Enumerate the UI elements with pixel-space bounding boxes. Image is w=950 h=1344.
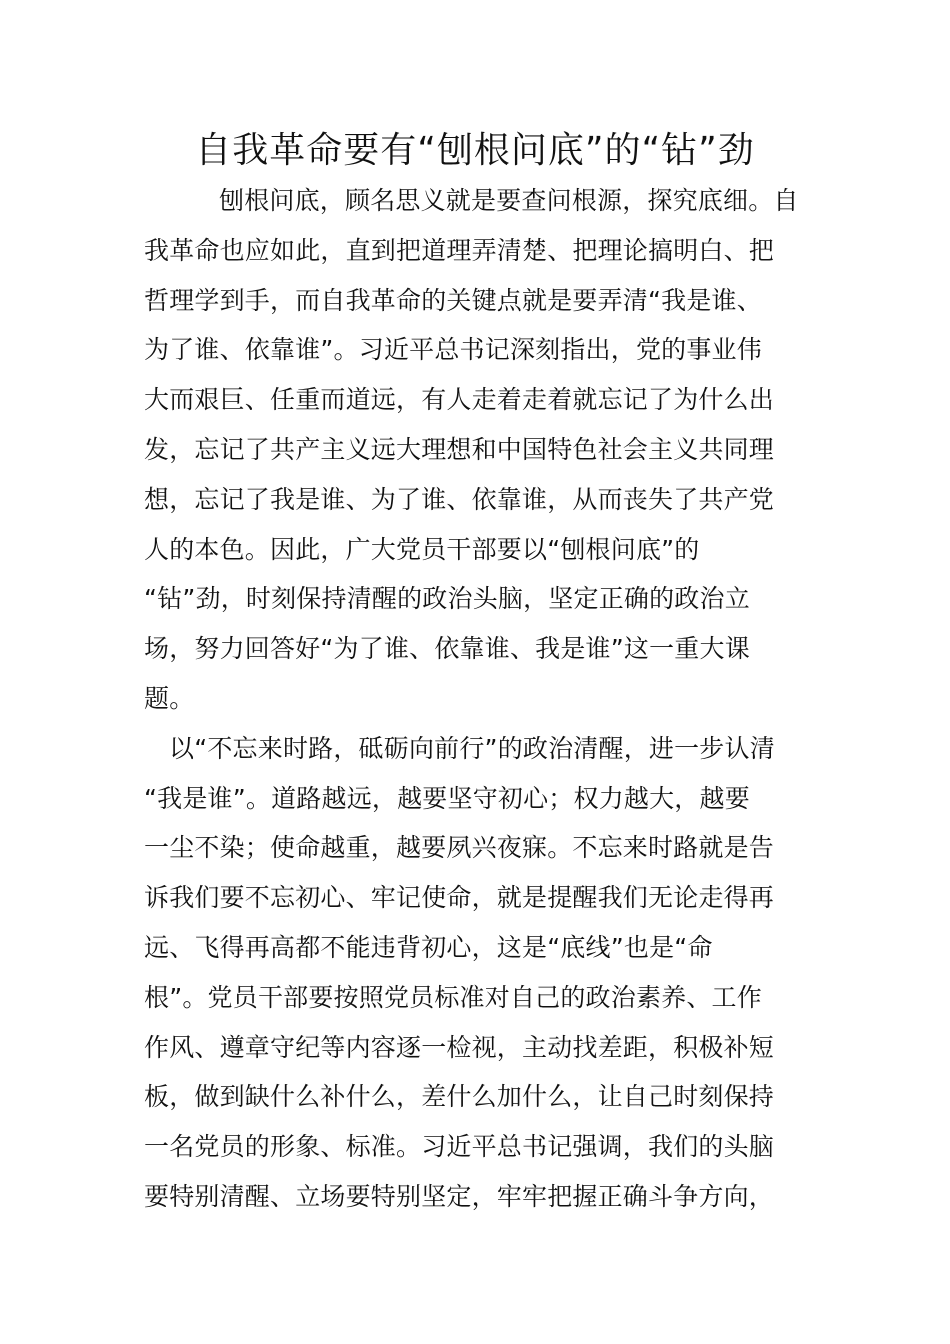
paragraph-1-line-11: 题。 [144,683,195,713]
paragraph-1-line-8: 人的本色。因此，广大党员干部要以“刨根问底”的 [144,534,700,564]
paragraph-1-line-7: 想，忘记了我是谁、为了谁、依靠谁，从而丧失了共产党 [144,484,775,514]
paragraph-2-line-1: 以“不忘来时路，砥砺向前行”的政治清醒，进一步认清 [169,733,775,763]
paragraph-2-line-5: 远、飞得再高都不能违背初心，这是“底线”也是“命 [144,932,713,962]
paragraph-1-line-2: 我革命也应如此，直到把道理弄清楚、把理论搞明白、把 [144,235,775,265]
document-title: 自我革命要有“刨根问底”的“钻”劲 [195,130,755,171]
paragraph-1-line-5: 大而艰巨、任重而道远，有人走着走着就忘记了为什么出 [144,385,775,415]
document-body [144,176,824,1222]
paragraph-2-line-9: 一名党员的形象、标准。习近平总书记强调，我们的头脑 [144,1132,775,1162]
paragraph-1-line-10: 场，努力回答好“为了谁、依靠谁、我是谁”这一重大课 [144,634,750,664]
paragraph-1-line-6: 发，忘记了共产主义远大理想和中国特色社会主义共同理 [144,434,775,464]
paragraph-1-line-3: 哲理学到手，而自我革命的关键点就是要弄清“我是谁、 [144,285,762,315]
paragraph-2-line-10: 要特别清醒、立场要特别坚定，牢牢把握正确斗争方向， [144,1181,775,1211]
paragraph-1-line-9: “钻”劲，时刻保持清醒的政治头脑，坚定正确的政治立 [144,584,750,614]
paragraph-2-line-4: 诉我们要不忘初心、牢记使命，就是提醒我们无论走得再 [144,883,775,913]
paragraph-1-line-4: 为了谁、依靠谁”。习近平总书记深刻指出，党的事业伟 [144,335,762,365]
paragraph-2-line-6: 根”。党员干部要按照党员标准对自己的政治素养、工作 [144,982,762,1012]
paragraph-1-line-1: 刨根问底，顾名思义就是要查问根源，探究底细。自 [219,186,799,215]
paragraph-2-line-8: 板，做到缺什么补什么，差什么加什么，让自己时刻保持 [144,1082,775,1112]
paragraph-2-line-3: 一尘不染；使命越重，越要夙兴夜寐。不忘来时路就是告 [144,833,775,863]
paragraph-2-line-2: “我是谁”。道路越远，越要坚守初心；权力越大，越要 [144,783,750,813]
paragraph-2-line-7: 作风、遵章守纪等内容逐一检视，主动找差距，积极补短 [144,1032,775,1062]
